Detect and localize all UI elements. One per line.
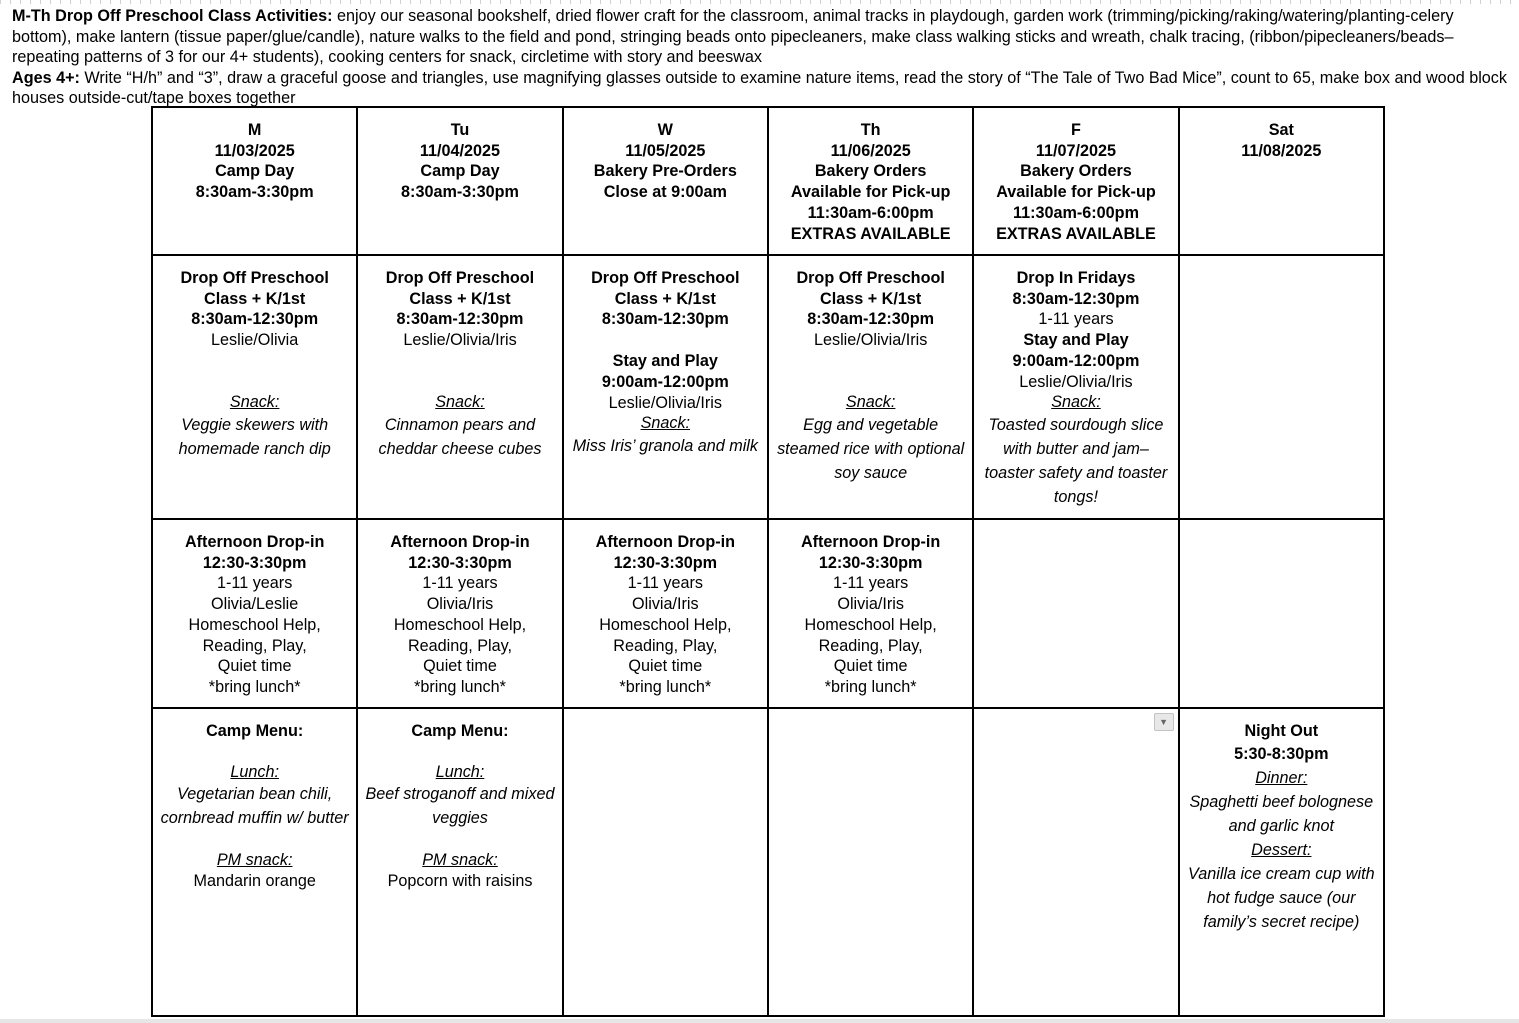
program-title: Drop Off Preschool xyxy=(591,269,740,287)
ages-4-paragraph xyxy=(12,68,1516,109)
activity-line: Homeschool Help, xyxy=(393,615,527,634)
event-time: 11:30am-6:00pm xyxy=(807,203,934,222)
event-label: Camp Day xyxy=(215,162,295,181)
staff-names: Olivia/Leslie xyxy=(211,595,299,614)
lunch-text: Beef stroganoff and mixed veggies xyxy=(365,785,555,828)
bottom-edge xyxy=(0,1019,1519,1023)
snack-label: Snack: xyxy=(229,392,280,411)
spacer xyxy=(364,742,555,762)
staff-names: Olivia/Iris xyxy=(837,595,904,614)
activity-line: Reading, Play, xyxy=(818,636,923,655)
weekly-schedule-table xyxy=(151,106,1385,1017)
dessert-label: Dessert: xyxy=(1251,840,1312,859)
program-title: Drop Off Preschool xyxy=(385,269,535,287)
activity-line: Homeschool Help, xyxy=(188,615,321,634)
dessert-text: Vanilla ice cream cup with hot fudge sauce (our family’s secret recipe) xyxy=(1188,864,1375,931)
staff-names: Leslie/Olivia/Iris xyxy=(608,393,722,412)
afternoon-time: 12:30-3:30pm xyxy=(408,553,512,572)
program-title: Drop Off Preschool xyxy=(180,269,329,287)
date-label: 11/08/2025 xyxy=(1241,141,1322,160)
pm-snack-text: Popcorn with raisins xyxy=(387,872,533,891)
program-subtitle: Class + K/1st xyxy=(614,289,716,308)
lunch-note: *bring lunch* xyxy=(824,677,917,696)
event-label: Bakery Orders xyxy=(1020,162,1132,181)
afternoon-title: Afternoon Drop-in xyxy=(800,533,941,551)
lunch-label: Lunch: xyxy=(230,762,279,781)
camp-menu-title: Camp Menu: xyxy=(411,722,509,740)
activity-line: Quiet time xyxy=(628,657,703,676)
staff-names: Olivia/Iris xyxy=(632,595,699,614)
header-cell-th[interactable] xyxy=(768,107,973,255)
staff-names: Leslie/Olivia/Iris xyxy=(813,331,928,350)
snack-text: Miss Iris’ granola and milk xyxy=(572,436,758,455)
date-label: 11/03/2025 xyxy=(214,141,295,160)
event-time: 8:30am-3:30pm xyxy=(195,183,314,202)
afternoon-time: 12:30-3:30pm xyxy=(613,553,718,572)
lunch-note: *bring lunch* xyxy=(414,677,506,696)
activity-line: Homeschool Help, xyxy=(804,615,937,634)
extras-label: EXTRAS AVAILABLE xyxy=(996,224,1156,243)
date-label: 11/07/2025 xyxy=(1035,141,1117,160)
morning-cell-f[interactable] xyxy=(973,255,1178,519)
afternoon-cell-m[interactable] xyxy=(152,519,357,708)
camp-menu-cell-tu[interactable] xyxy=(357,708,562,1016)
extras-label: EXTRAS AVAILABLE xyxy=(790,224,951,243)
morning-cell-tu[interactable] xyxy=(357,255,562,519)
spacer xyxy=(159,830,350,850)
day-label: M xyxy=(247,121,262,139)
program-title: Drop In Fridays xyxy=(1016,269,1136,287)
activity-line: Quiet time xyxy=(217,657,292,676)
dinner-text: Spaghetti beef bolognese and garlic knot xyxy=(1189,792,1374,835)
snack-label: Snack: xyxy=(845,392,896,411)
event-label: Bakery Pre-Orders xyxy=(593,162,737,181)
spacer xyxy=(159,742,350,762)
stay-and-play-time: 9:00am-12:00pm xyxy=(1012,351,1140,370)
header-cell-m[interactable] xyxy=(152,107,357,255)
morning-cell-w[interactable] xyxy=(563,255,768,519)
snack-label: Snack: xyxy=(1051,393,1101,412)
staff-names: Leslie/Olivia/Iris xyxy=(1019,372,1133,391)
morning-cell-m[interactable] xyxy=(152,255,357,519)
night-out-cell-sat[interactable] xyxy=(1179,708,1384,1016)
menu-cell-w[interactable] xyxy=(563,708,768,1016)
date-label: 11/06/2025 xyxy=(830,141,911,160)
program-title: Drop Off Preschool xyxy=(796,269,945,287)
spacer xyxy=(570,330,761,351)
day-label: Th xyxy=(860,121,881,139)
event-detail: Available for Pick-up xyxy=(996,183,1156,202)
ages-label: 1-11 years xyxy=(1038,310,1114,329)
date-label: 11/04/2025 xyxy=(419,141,501,160)
afternoon-title: Afternoon Drop-in xyxy=(390,533,530,551)
lunch-note: *bring lunch* xyxy=(619,677,712,696)
header-row xyxy=(152,107,1384,255)
program-time: 8:30am-12:30pm xyxy=(1012,289,1140,308)
date-label: 11/05/2025 xyxy=(625,141,706,160)
stay-and-play-title: Stay and Play xyxy=(612,352,718,371)
day-label: Sat xyxy=(1268,121,1294,139)
stay-and-play-time: 9:00am-12:00pm xyxy=(601,372,729,391)
afternoon-cell-f[interactable] xyxy=(973,519,1178,708)
top-ruler xyxy=(0,0,1519,4)
header-cell-f[interactable] xyxy=(973,107,1178,255)
ages-label: 1-11 years xyxy=(627,574,703,593)
morning-row xyxy=(152,255,1384,519)
night-out-time: 5:30-8:30pm xyxy=(1234,744,1329,763)
afternoon-time: 12:30-3:30pm xyxy=(818,553,923,572)
program-time: 8:30am-12:30pm xyxy=(396,310,524,329)
afternoon-title: Afternoon Drop-in xyxy=(184,533,325,551)
lunch-label: Lunch: xyxy=(435,762,485,781)
activities-intro xyxy=(12,6,1516,109)
activity-line: Homeschool Help, xyxy=(599,615,732,634)
spacer xyxy=(364,351,555,392)
event-label: Bakery Orders xyxy=(814,162,927,181)
spacer xyxy=(159,351,350,392)
activity-line: Reading, Play, xyxy=(407,636,513,655)
program-time: 8:30am-12:30pm xyxy=(807,310,935,329)
staff-names: Olivia/Iris xyxy=(426,595,494,614)
menu-cell-th[interactable] xyxy=(768,708,973,1016)
day-label: W xyxy=(657,121,673,139)
lunch-text: Vegetarian bean chili, cornbread muffin w/ butter xyxy=(160,785,349,828)
preschool-activities-paragraph xyxy=(12,6,1516,68)
afternoon-row xyxy=(152,519,1384,708)
night-out-title: Night Out xyxy=(1244,722,1319,740)
pm-snack-label: PM snack: xyxy=(422,851,498,870)
camp-menu-cell-m[interactable] xyxy=(152,708,357,1016)
afternoon-cell-w[interactable] xyxy=(563,519,768,708)
afternoon-cell-tu[interactable] xyxy=(357,519,562,708)
spacer xyxy=(775,351,966,392)
activity-line: Reading, Play, xyxy=(202,636,307,655)
ages-4-label: Ages 4+: xyxy=(12,68,80,87)
pm-snack-label: PM snack: xyxy=(216,851,293,870)
afternoon-time: 12:30-3:30pm xyxy=(202,553,307,572)
pm-snack-text: Mandarin orange xyxy=(193,872,316,891)
program-time: 8:30am-12:30pm xyxy=(191,310,319,329)
menu-row xyxy=(152,708,1384,1016)
afternoon-cell-th[interactable] xyxy=(768,519,973,708)
event-time: 11:30am-6:00pm xyxy=(1012,203,1139,222)
preschool-activities-label: M-Th Drop Off Preschool Class Activities: xyxy=(12,7,333,25)
ages-label: 1-11 years xyxy=(217,574,293,593)
dropdown-arrow-icon[interactable]: ▼ xyxy=(1154,713,1174,731)
snack-label: Snack: xyxy=(640,414,691,433)
program-subtitle: Class + K/1st xyxy=(820,289,922,308)
snack-text: Veggie skewers with homemade ranch dip xyxy=(178,415,331,458)
snack-text: Egg and vegetable steamed rice with optional soy sauce xyxy=(777,415,965,482)
stay-and-play-title: Stay and Play xyxy=(1023,331,1129,350)
dinner-label: Dinner: xyxy=(1255,768,1308,787)
ages-4-text: Write “H/h” and “3”, draw a graceful goose and triangles, use magnifying glasses outside to examine nature items, read the story of “The Tale of Two Bad Mice”, count to 65, make box and wood block houses outside-cut/tape boxes together xyxy=(12,68,1507,107)
header-cell-w[interactable] xyxy=(563,107,768,255)
day-label: Tu xyxy=(450,121,470,139)
event-detail: Available for Pick-up xyxy=(790,183,951,202)
header-cell-sat[interactable] xyxy=(1179,107,1384,255)
header-cell-tu[interactable] xyxy=(357,107,562,255)
ages-label: 1-11 years xyxy=(833,574,909,593)
event-label: Camp Day xyxy=(420,162,500,181)
preschool-activities-text: enjoy our seasonal bookshelf, dried flower craft for the classroom, animal tracks in playdough, garden work (trimming/picking/raking/watering/planting-celery bottom), make lantern (tissue paper/glue/candle), nature walks to the field and pond, stringing beads onto pipecleaners, make class walking sticks and wreath, chalk tracing, (ribbon/pipecleaners/beads–repeating patterns of 3 for our 4+ students), cooking centers for snack, circletime with story and beeswax xyxy=(12,7,1454,66)
spacer xyxy=(364,830,555,850)
activity-line: Reading, Play, xyxy=(613,636,718,655)
snack-label: Snack: xyxy=(435,392,485,411)
afternoon-title: Afternoon Drop-in xyxy=(595,533,735,551)
ages-label: 1-11 years xyxy=(422,574,498,593)
afternoon-cell-sat[interactable] xyxy=(1179,519,1384,708)
morning-cell-th[interactable] xyxy=(768,255,973,519)
event-time: 8:30am-3:30pm xyxy=(401,183,519,202)
program-subtitle: Class + K/1st xyxy=(409,289,511,308)
staff-names: Leslie/Olivia xyxy=(211,331,299,350)
morning-cell-sat[interactable] xyxy=(1179,255,1384,519)
activity-line: Quiet time xyxy=(423,657,497,676)
snack-text: Cinnamon pears and cheddar cheese cubes xyxy=(378,415,542,458)
event-detail: Close at 9:00am xyxy=(603,183,727,202)
day-label: F xyxy=(1071,121,1081,139)
lunch-note: *bring lunch* xyxy=(208,677,301,696)
menu-cell-f[interactable] xyxy=(973,708,1178,1016)
program-subtitle: Class + K/1st xyxy=(204,289,306,308)
staff-names: Leslie/Olivia/Iris xyxy=(403,331,517,350)
camp-menu-title: Camp Menu: xyxy=(206,722,304,740)
snack-text: Toasted sourdough slice with butter and jam–toaster safety and toaster tongs! xyxy=(984,415,1168,506)
program-time: 8:30am-12:30pm xyxy=(601,310,729,329)
activity-line: Quiet time xyxy=(833,657,908,676)
